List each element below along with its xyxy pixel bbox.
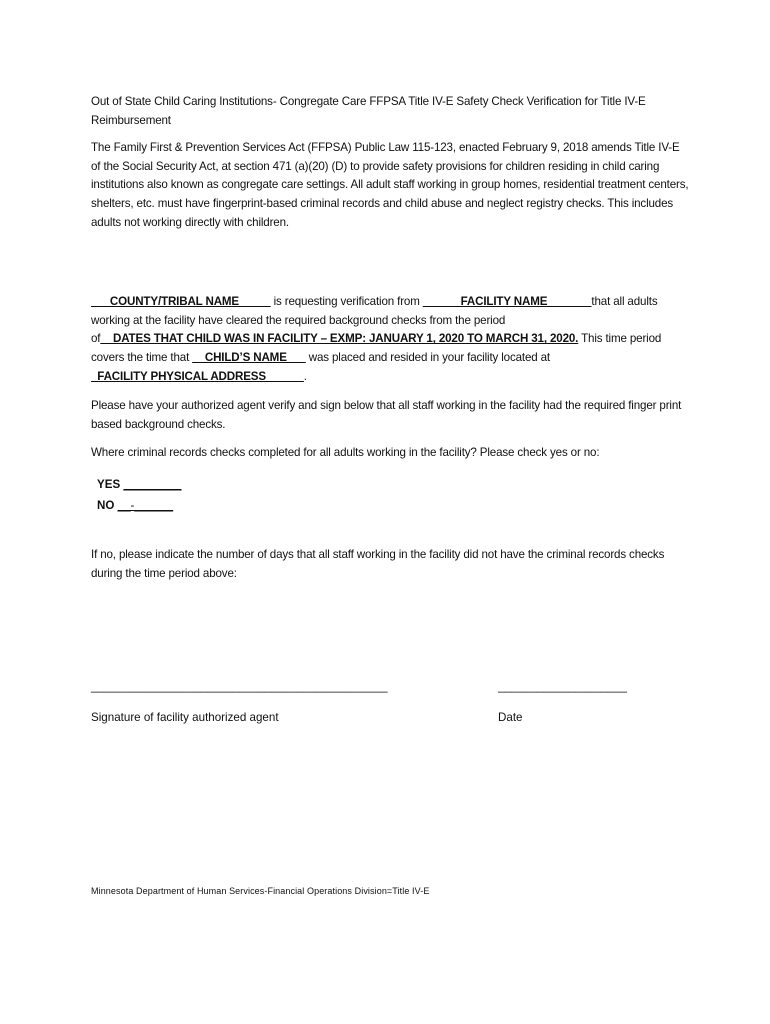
- intro-paragraph: The Family First & Prevention Services Act (FFPSA) Public Law 115-123, enacted February 9, 2018 amends Title IV-E of the Social Security Act, at section 471 (a)(20) (D) to provide safety provisions for children residing in child caring institutions also known as congregate care settings. All adult staff working in group homes, residential treatment centers, shelters, etc. must have fingerprint-based criminal records and child abuse and neglect registry checks. This includes adults not working directly with children.: [91, 141, 689, 229]
- page-footer: Minnesota Department of Human Services-Financial Operations Division=Title IV-E: [91, 886, 430, 896]
- dates-field: __DATES THAT CHILD WAS IN FACILITY – EXMP: JANUARY 1, 2020 TO MARCH 31, 2020.: [100, 332, 579, 346]
- child-field: __CHILD’S NAME___: [192, 351, 306, 365]
- if-no-paragraph: If no, please indicate the number of days that all staff working in the facility did not have the criminal records checks during the time period above:: [91, 548, 665, 580]
- yes-label: YES: [97, 478, 121, 491]
- facility-field: ______FACILITY NAME_______: [422, 295, 592, 308]
- address-field: _FACILITY PHYSICAL ADDRESS______: [91, 369, 304, 383]
- question-paragraph: Where criminal records checks completed for all adults working in the facility? Please check yes or no:: [91, 446, 600, 459]
- date-line[interactable]: ____________________: [498, 680, 627, 693]
- request-text-3: This time period covers the time that: [91, 332, 662, 365]
- yes-blank[interactable]: _________: [123, 478, 182, 491]
- signature-line[interactable]: ______________________________________________: [91, 680, 388, 693]
- request-text-1: is requesting verification from: [270, 295, 423, 308]
- document-title: Out of State Child Caring Institutions- Congregate Care FFPSA Title IV-E Safety Check Verification for Title IV-E Reimbursement: [91, 95, 646, 127]
- request-paragraph: [91, 293, 691, 387]
- no-option[interactable]: [97, 499, 173, 512]
- verify-paragraph: Please have your authorized agent verify and sign below that all staff working in the facility had the required finger print based background checks.: [91, 399, 682, 431]
- signature-label: Signature of facility authorized agent: [91, 711, 279, 724]
- request-text-5: .: [303, 369, 307, 383]
- no-label: NO: [97, 499, 115, 512]
- county-field: ___COUNTY/TRIBAL NAME_____: [91, 295, 271, 308]
- request-text-4: was placed and resided in your facility located at: [305, 351, 551, 365]
- yes-option[interactable]: [97, 478, 181, 491]
- no-blank[interactable]: __-______: [117, 499, 174, 512]
- date-label: Date: [498, 711, 523, 724]
- request-text-2: that all adults working at the facility have cleared the required background checks from the period of: [91, 295, 658, 346]
